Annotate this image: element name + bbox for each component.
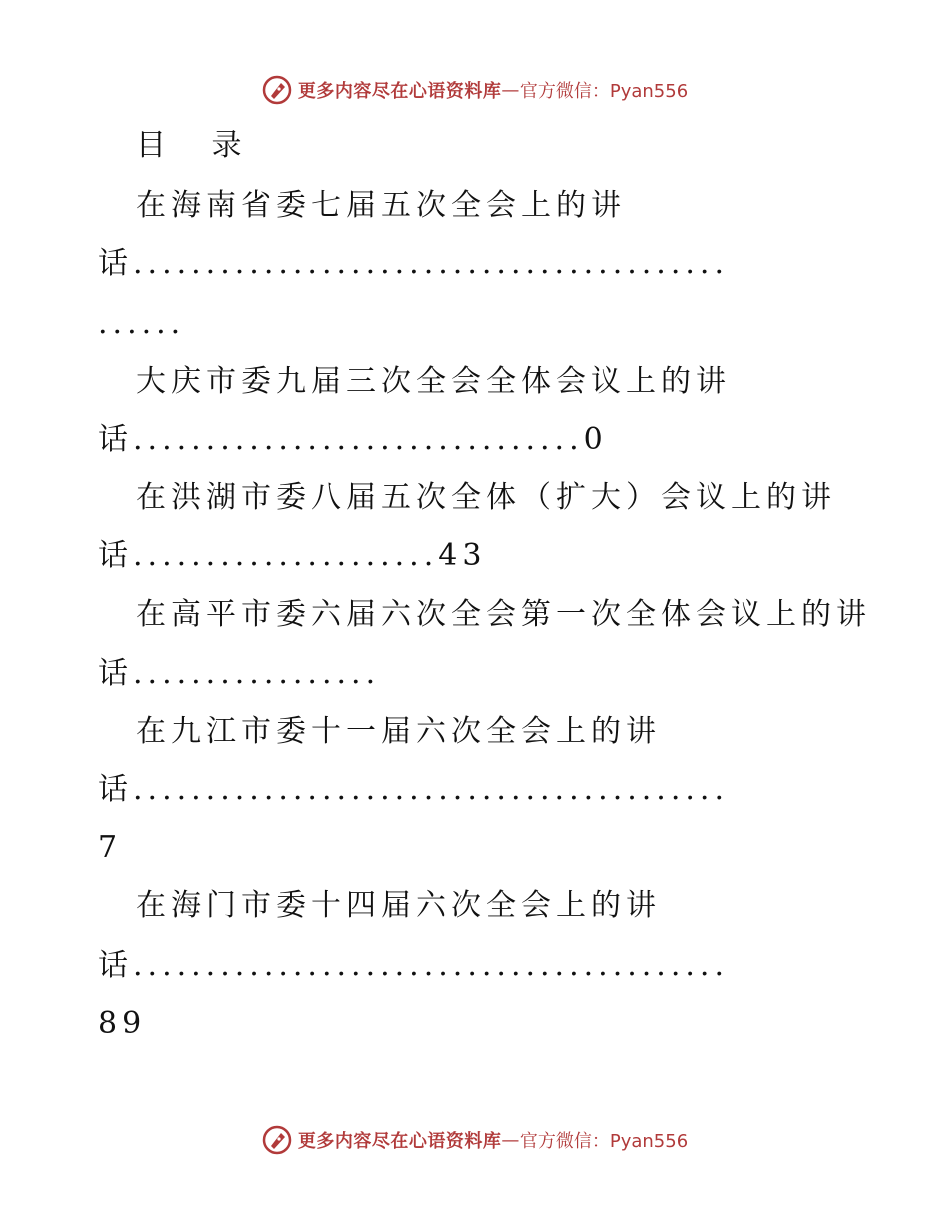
toc-entry-leader: 话................. <box>98 656 381 691</box>
toc-entry-title[interactable]: 在海南省委七届五次全会上的讲 <box>136 188 626 223</box>
toc-entry-leader: 话...............................0 <box>98 422 608 457</box>
footer-banner <box>0 1120 950 1160</box>
toc-entry-page-number: 7 <box>98 830 123 865</box>
toc-entry-title[interactable]: 在九江市委十一届六次全会上的讲 <box>136 714 661 749</box>
banner-wechat: 官方微信：Pyan556 <box>519 1131 689 1152</box>
banner-wechat: 官方微信：Pyan556 <box>519 81 689 102</box>
banner-dash: — <box>501 1129 520 1151</box>
pen-nib-icon <box>262 1125 292 1155</box>
pen-nib-icon <box>262 75 292 105</box>
toc-entry-leader-cont: ...... <box>98 306 186 341</box>
toc-entry-title[interactable]: 在洪湖市委八届五次全体（扩大）会议上的讲 <box>136 480 836 515</box>
header-banner <box>0 70 950 110</box>
banner-title: 更多内容尽在心语资料库 <box>297 81 502 102</box>
toc-entry-leader: 话.....................43 <box>98 538 487 573</box>
banner-title: 更多内容尽在心语资料库 <box>297 1131 502 1152</box>
toc-entry-title[interactable]: 在海门市委十四届六次全会上的讲 <box>136 888 661 923</box>
toc-entry-leader: 话......................................... <box>98 246 729 281</box>
toc-entry-title[interactable]: 大庆市委九届三次全会全体会议上的讲 <box>136 364 731 399</box>
toc-heading: 目 录 <box>136 128 260 163</box>
toc-entry-leader: 话......................................... <box>98 772 729 807</box>
toc-entry-page-number: 89 <box>98 1006 147 1041</box>
banner-dash: — <box>501 79 520 101</box>
toc-entry-leader: 话......................................... <box>98 948 729 983</box>
toc-entry-title[interactable]: 在高平市委六届六次全会第一次全体会议上的讲 <box>136 597 871 632</box>
